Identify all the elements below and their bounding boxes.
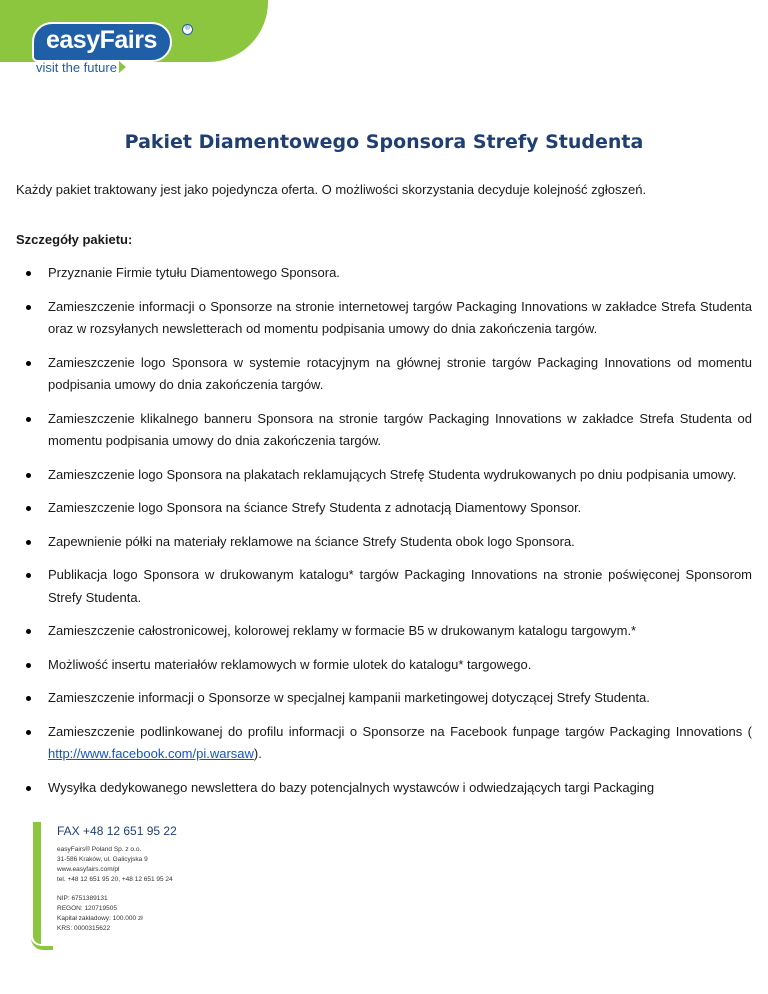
list-item: Przyznanie Firmie tytułu Diamentowego Sponsora. bbox=[22, 262, 752, 285]
footer-fax: FAX +48 12 651 95 22 bbox=[57, 824, 177, 838]
company-line: NIP: 6751389131 bbox=[57, 895, 108, 902]
address-line: easyFairs® Poland Sp. z o.o. bbox=[57, 846, 142, 853]
list-item: Zamieszczenie logo Sponsora na plakatach reklamujących Strefę Studenta wydrukowanych po dniu podpisania umowy. bbox=[22, 464, 752, 487]
list-item: Zamieszczenie klikalnego banneru Sponsora na stronie targów Packaging Innovations w zakładce Strefa Studenta od momentu podpisania umowy do dnia zakończenia targów. bbox=[22, 408, 752, 453]
list-item-newsletter: Wysyłka dedykowanego newslettera do bazy potencjalnych wystawców i odwiedzających targi Packaging bbox=[22, 777, 752, 800]
facebook-item-prefix: Zamieszczenie podlinkowanej do profilu informacji o Sponsorze na Facebook funpage targów Packaging Innovations ( bbox=[48, 723, 752, 739]
logo-tagline bbox=[36, 60, 126, 75]
footer-accent-bar bbox=[33, 822, 41, 944]
list-item: Zamieszczenie logo Sponsora na ściance Strefy Studenta z adnotacją Diamentowy Sponsor. bbox=[22, 497, 752, 520]
list-item: Publikacja logo Sponsora w drukowanym katalogu* targów Packaging Innovations na stronie poświęconej Sponsorom Strefy Studenta. bbox=[22, 564, 752, 609]
tagline-text: visit the future bbox=[36, 60, 117, 75]
list-item: Możliwość insertu materiałów reklamowych w formie ulotek do katalogu* targowego. bbox=[22, 654, 752, 677]
footer-company-info bbox=[57, 894, 143, 934]
document-title: Pakiet Diamentowego Sponsora Strefy Studenta bbox=[124, 131, 644, 153]
package-items-list bbox=[22, 262, 752, 810]
registered-mark-icon: ® bbox=[182, 24, 193, 35]
list-item: Zamieszczenie informacji o Sponsorze w specjalnej kampanii marketingowej dotyczącej Strefy Studenta. bbox=[22, 687, 752, 710]
list-item: Zapewnienie półki na materiały reklamowe na ściance Strefy Studenta obok logo Sponsora. bbox=[22, 531, 752, 554]
company-line: REGON: 120719505 bbox=[57, 905, 117, 912]
list-item: Zamieszczenie całostronicowej, kolorowej reklamy w formacie B5 w drukowanym katalogu targowym.* bbox=[22, 620, 752, 643]
facebook-link[interactable]: http://www.facebook.com/pi.warsaw bbox=[48, 746, 254, 761]
list-item: Zamieszczenie logo Sponsora w systemie rotacyjnym na głównej stronie targów Packaging Innovations od momentu podpisania umowy do dnia zakończenia targów. bbox=[22, 352, 752, 397]
company-line: Kapitał zakładowy: 100.000 zł bbox=[57, 915, 143, 922]
details-heading: Szczegóły pakietu: bbox=[16, 232, 133, 247]
facebook-item-suffix: ). bbox=[253, 746, 262, 761]
address-line: www.easyfairs.com/pl bbox=[57, 866, 120, 873]
list-item: Zamieszczenie informacji o Sponsorze na stronie internetowej targów Packaging Innovations w zakładce Strefa Studenta oraz w rozsyłanych newsletterach od momentu podpisania umowy do dnia zakończenia targów. bbox=[22, 296, 752, 341]
list-item-facebook bbox=[22, 721, 752, 766]
intro-paragraph: Każdy pakiet traktowany jest jako pojedyncza oferta. O możliwości skorzystania decyduje kolejność zgłoszeń. bbox=[16, 182, 647, 197]
logo-text: easyFairs bbox=[46, 26, 157, 54]
address-line: 31-586 Kraków, ul. Galicyjska 9 bbox=[57, 856, 148, 863]
address-line: tel. +48 12 651 95 20, +48 12 651 95 24 bbox=[57, 876, 173, 883]
company-line: KRS: 0000315622 bbox=[57, 925, 111, 932]
arrow-right-icon bbox=[119, 61, 126, 73]
footer-address bbox=[57, 845, 173, 885]
